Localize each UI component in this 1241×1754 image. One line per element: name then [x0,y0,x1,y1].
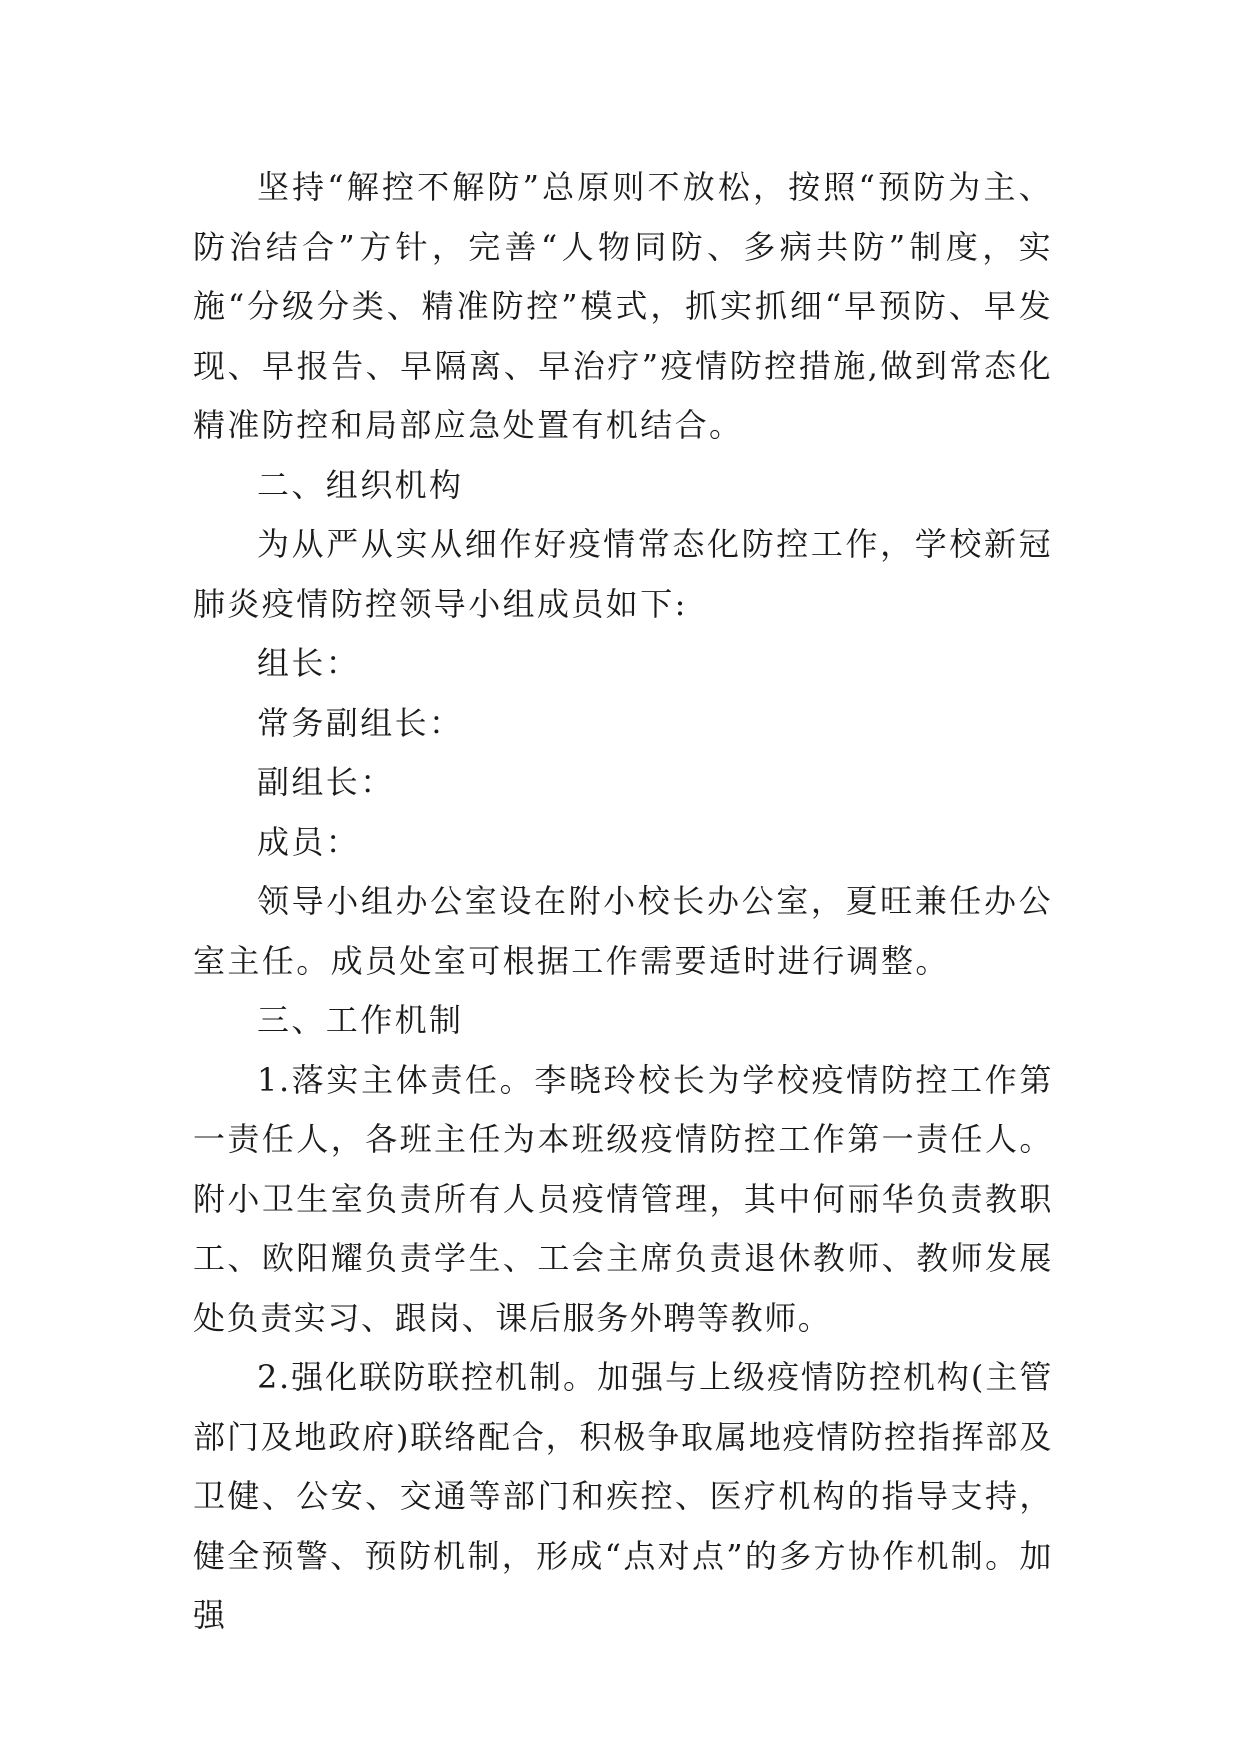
paragraph-office: 领导小组办公室设在附小校长办公室，夏旺兼任办公室主任。成员处室可根据工作需要适时进行调整。 [193,882,1053,980]
paragraph-principle: 坚持“解控不解防”总原则不放松，按照“预防为主、防治结合”方针，完善“人物同防、多病共防”制度，实施“分级分类、精准防控”模式，抓实抓细“早预防、早发现、早报告、早隔离、早治疗”疫情防控措施,做到常态化精准防控和局部应急处置有机结合。 [193,168,1053,444]
document-body [193,158,1053,1646]
label-members: 成员： [257,822,361,861]
label-deputy-leader: 副组长： [257,763,395,801]
paragraph-leading-group: 为从严从实从细作好疫情常态化防控工作，学校新冠肺炎疫情防控领导小组成员如下: [193,525,1053,623]
heading-organization: 二、组织机构 [257,465,464,504]
label-executive-deputy-leader: 常务副组长： [257,703,464,742]
paragraph-responsibility: 1.落实主体责任。李晓玲校长为学校疫情防控工作第一责任人，各班主任为本班级疫情防控工作第一责任人。附小卫生室负责所有人员疫情管理，其中何丽华负责教职工、欧阳耀负责学生、工会主席负责退休教师、教师发展处负责实习、跟岗、课后服务外聘等教师。 [193,1060,1053,1337]
label-group-leader: 组长： [257,644,361,682]
heading-work-mechanism: 三、工作机制 [257,1001,464,1039]
paragraph-joint-prevention: 2.强化联防联控机制。加强与上级疫情防控机构(主管部门及地政府)联络配合，积极争取属地疫情防控指挥部及卫健、公安、交通等部门和疾控、医疗机构的指导支持，健全预警、预防机制，形成“点对点”的多方协作机制。加强 [193,1358,1053,1634]
